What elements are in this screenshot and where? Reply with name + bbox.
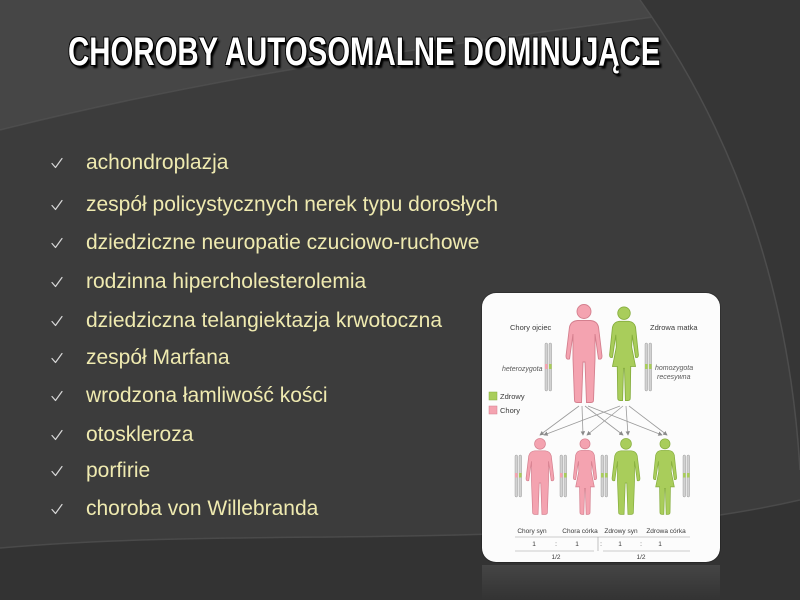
child-label: Chora córka bbox=[562, 528, 598, 535]
bullet-item bbox=[0, 193, 499, 217]
child-chromosome-pair bbox=[560, 455, 567, 497]
bullet-text: dziedziczna telangiektazja krwotoczna bbox=[86, 309, 443, 332]
checkmark-icon bbox=[51, 315, 63, 327]
bullet-text: zespół policystycznych nerek typu dorosłych bbox=[86, 193, 499, 216]
checkmark-icon bbox=[51, 429, 63, 441]
bullet-text: otoskleroza bbox=[86, 423, 194, 446]
ratio-separator: : bbox=[640, 541, 642, 548]
bullet-item bbox=[0, 497, 480, 521]
fraction-value: 1/2 bbox=[636, 554, 646, 561]
affected-son-figure bbox=[526, 438, 554, 514]
ratio-value: 1 bbox=[575, 541, 579, 548]
legend-label-healthy: Zdrowy bbox=[500, 392, 525, 401]
checkmark-icon bbox=[51, 503, 63, 515]
checkmark-icon bbox=[51, 157, 63, 169]
ratio-separator: : bbox=[555, 541, 557, 548]
checkmark-icon bbox=[51, 276, 63, 288]
child-label: Zdrowy syn bbox=[604, 528, 638, 535]
pedigree-drawing bbox=[482, 293, 720, 562]
slide-title: CHOROBY AUTOSOMALNE DOMINUJĄCE bbox=[68, 30, 661, 74]
inheritance-arrow bbox=[540, 406, 579, 435]
father-chromosome-pair bbox=[545, 343, 552, 391]
father-genotype: heterozygota bbox=[502, 366, 543, 373]
inheritance-arrow bbox=[629, 406, 667, 435]
ratio-value: 1 bbox=[618, 541, 622, 548]
fraction-value: 1/2 bbox=[551, 554, 561, 561]
bullet-item bbox=[0, 151, 480, 175]
bullet-text: achondroplazja bbox=[86, 151, 229, 174]
father-figure bbox=[566, 305, 602, 403]
inheritance-diagram bbox=[482, 293, 720, 562]
child-chromosome-pair bbox=[683, 455, 690, 497]
ratio-value: 1 bbox=[658, 541, 662, 548]
father-label: Chory ojciec bbox=[510, 323, 552, 332]
checkmark-icon bbox=[51, 390, 63, 402]
checkmark-icon bbox=[51, 237, 63, 249]
legend-label-affected: Chory bbox=[500, 406, 521, 415]
inheritance-arrow bbox=[626, 406, 628, 435]
checkmark-icon bbox=[51, 352, 63, 364]
bullet-text: dziedziczne neuropatie czuciowo-ruchowe bbox=[86, 231, 480, 254]
bullet-item bbox=[0, 231, 480, 255]
bullet-text: rodzinna hipercholesterolemia bbox=[86, 270, 367, 293]
ratio-value: 1 bbox=[532, 541, 536, 548]
healthy-daughter-figure bbox=[653, 439, 676, 515]
mother-figure bbox=[610, 307, 639, 401]
child-label: Chory syn bbox=[517, 528, 547, 535]
bullet-item bbox=[0, 384, 480, 408]
mother-label: Zdrowa matka bbox=[650, 323, 698, 332]
bullet-item bbox=[0, 270, 480, 294]
legend-swatch-healthy bbox=[489, 392, 497, 400]
child-chromosome-pair bbox=[515, 455, 522, 497]
healthy-son-figure bbox=[612, 438, 640, 514]
legend-swatch-affected bbox=[489, 406, 497, 414]
ratio-separator: : bbox=[600, 541, 602, 548]
child-chromosome-pair bbox=[601, 455, 608, 497]
checkmark-icon bbox=[51, 465, 63, 477]
mother-genotype-line: recesywna bbox=[657, 374, 691, 381]
bullet-item bbox=[0, 346, 480, 370]
bullet-item bbox=[0, 309, 480, 333]
bullet-text: zespół Marfana bbox=[86, 346, 230, 369]
inheritance-arrow bbox=[588, 406, 662, 435]
bullet-item bbox=[0, 459, 480, 483]
bullet-text: wrodzona łamliwość kości bbox=[86, 384, 328, 407]
mother-chromosome-pair bbox=[645, 343, 652, 391]
diagram-reflection bbox=[482, 565, 720, 600]
mother-genotype-line: homozygota bbox=[655, 365, 694, 372]
child-label: Zdrowa córka bbox=[646, 528, 686, 535]
bullet-text: choroba von Willebranda bbox=[86, 497, 319, 520]
bullet-text: porfirie bbox=[86, 459, 151, 482]
bullet-item bbox=[0, 423, 480, 447]
affected-daughter-figure bbox=[573, 439, 596, 515]
checkmark-icon bbox=[51, 199, 63, 211]
